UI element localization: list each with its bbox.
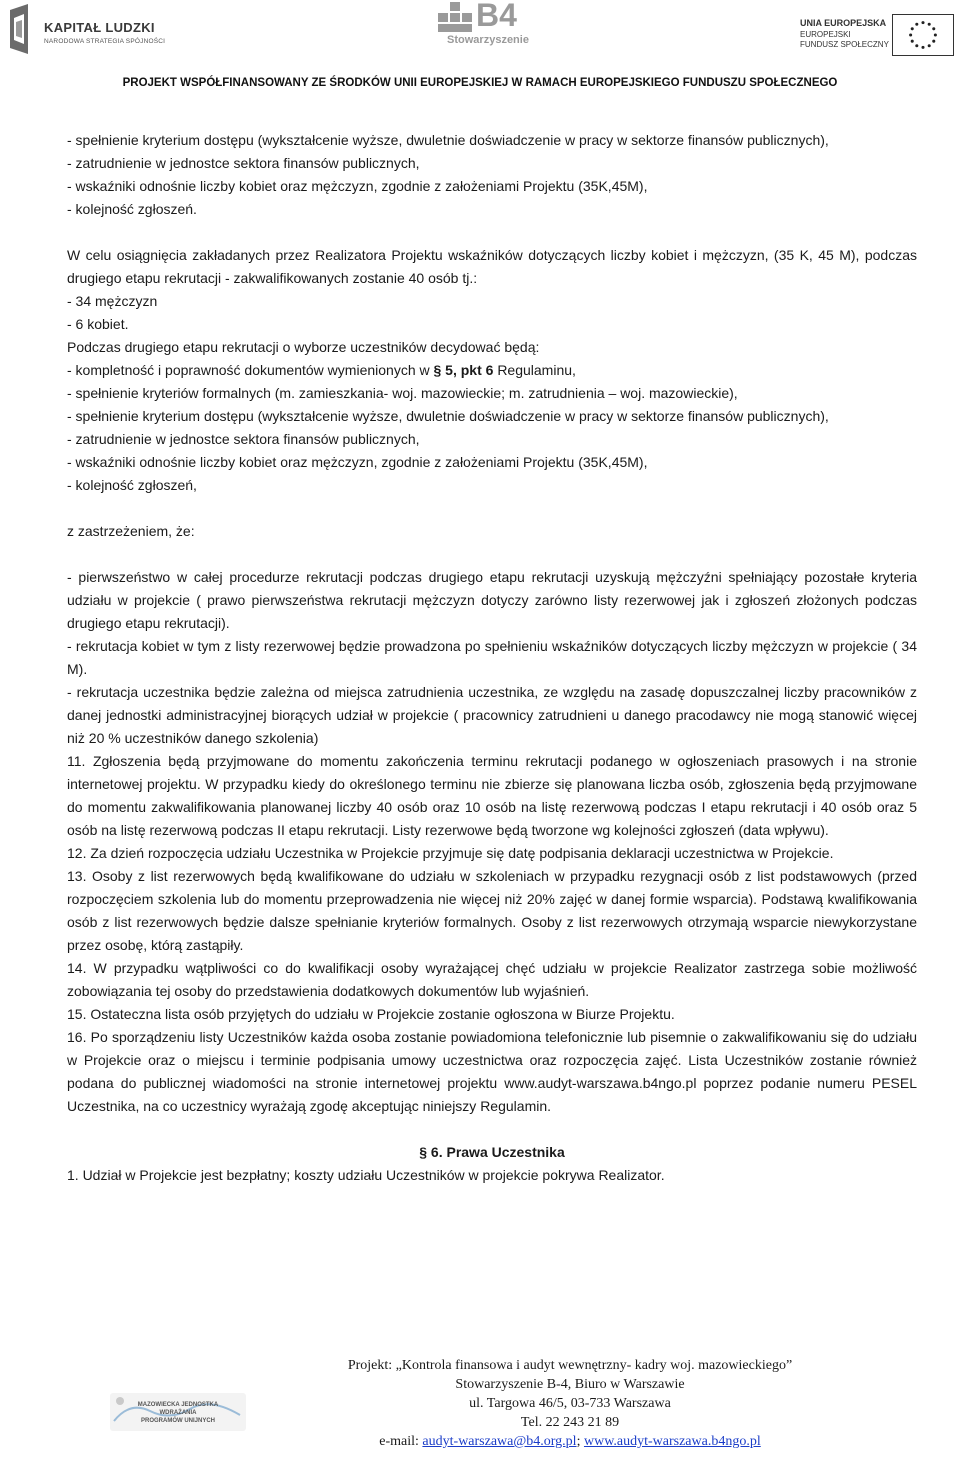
- reservation-item: - rekrutacja kobiet w tym z listy rezerwowej będzie prowadzona po spełnieniu wskaźników dotyczących liczby mężczyzn w projekcie ( 34 M).: [67, 638, 917, 677]
- criteria-item: - spełnienie kryteriów formalnych (m. zamieszkania- woj. mazowieckie; m. zatrudnienia – woj. mazowieckie),: [67, 385, 738, 401]
- kapital-ludzki-emblem-icon: [6, 4, 34, 54]
- numbered-item: 12. Za dzień rozpoczęcia udziału Uczestnika w Projekcie przyjmuje się datę podpisania deklaracji uczestnictwa w Projekcie.: [67, 845, 834, 861]
- criteria-item: - wskaźniki odnośnie liczby kobiet oraz mężczyzn, zgodnie z założeniami Projektu (35K,45M),: [67, 454, 648, 470]
- numbered-item: 16. Po sporządzeniu listy Uczestników każda osoba zostanie powiadomiona telefonicznie lub pisemnie o zakwalifikowaniu się do udziału w Projekcie oraz o miejscu i terminie podpisania umowy uczestnictwa oraz rozpoczęcia zajęć. Lista Uczestników zostanie również podana do publicznej wiadomości na stronie internetowej projektu www.audyt-warszawa.b4ngo.pl poprzez podanie numeru PESEL Uczestnika, na co uczestnicy wyrażają zgodę akceptując niniejszy Regulamin.: [67, 1029, 917, 1114]
- numbered-item: 13. Osoby z list rezerwowych będą kwalifikowane do udziału w szkoleniach w przypadku rezygnacji osób z list podstawowych (przed rozpoczęciem szkolenia lub do momentu przeprowadzenia nie więcej niż 20% zajęć w danej formie wsparcia). Podstawą kwalifikowania osób z list rezerwowych będzie dalsze spełnianie kryteriów formalnych. Osoby z list rezerwowych otrzymają wsparcie niewykorzystane przez osobę, którą zastąpiły.: [67, 868, 917, 953]
- paragraph-reference: § 5, pkt 6: [433, 362, 494, 378]
- reservation-heading: z zastrzeżeniem, że:: [67, 523, 195, 539]
- criteria-completeness: [67, 359, 917, 382]
- eu-flag-icon: [892, 14, 954, 56]
- footer-address: ul. Targowa 46/5, 03-733 Warszawa: [469, 1396, 671, 1411]
- footer-phone: Tel. 22 243 21 89: [520, 1415, 620, 1430]
- count-women: - 6 kobiet.: [67, 316, 129, 332]
- footer-project: Projekt: „Kontrola finansowa i audyt wewnętrzny- kadry woj. mazowieckiego”: [347, 1358, 793, 1373]
- mjwpu-line2: WDRAŻANIA: [159, 1410, 197, 1416]
- email-label: e-mail:: [379, 1434, 419, 1449]
- intro-paragraph: W celu osiągnięcia zakładanych przez Realizatora Projektu wskaźników dotyczących liczby kobiet i mężczyzn, (35 K, 45 M), podczas drugiego etapu rekrutacji - zakwalifikowanych zostanie 40 osób tj.:: [67, 247, 917, 286]
- eu-logo: [800, 14, 960, 58]
- eu-line2: EUROPEJSKI: [800, 30, 851, 39]
- numbered-item: 11. Zgłoszenia będą przyjmowane do momentu zakończenia terminu rekrutacji podanego w ogłoszeniach prasowych i na stronie internetowej projektu. W przypadku kiedy do określonego terminu nie zbierze się planowana liczba osób, zgłoszenia będą przyjmowane do momentu zakwalifikowania planowanej liczby 40 osób oraz 10 osób na listę rezerwową podczas I etapu rekrutacji i 40 osób oraz 5 osób na listę rezerwową podczas II etapu rekrutacji. Listy rezerwowe będą tworzone wg kolejności zgłoszeń (data wpływu).: [67, 753, 917, 838]
- b4-subtitle: Stowarzyszenie: [447, 34, 529, 46]
- mjwpu-line3: PROGRAMÓW UNIJNYCH: [140, 1418, 215, 1424]
- reservation-item: - pierwszeństwo w całej procedurze rekrutacji podczas drugiego etapu rekrutacji uzyskują mężczyźni spełniający pozostałe kryteria udziału w projekcie ( prawo pierwszeństwa rekrutacji mężczyzn dotyczy zarówno listy rezerwowej jak i zgłoszeń złożonych podczas drugiego etapu rekrutacji).: [67, 569, 917, 631]
- kapital-ludzki-title: KAPITAŁ LUDZKI: [44, 20, 155, 35]
- b4-logo: [436, 0, 540, 52]
- completeness-text: - kompletność i poprawność dokumentów wymienionych w: [67, 362, 430, 378]
- criteria-item: - spełnienie kryterium dostępu (wykształcenie wyższe, dwuletnie doświadczenie w pracy w sektorze finansów publicznych),: [67, 408, 829, 424]
- b4-title: B4: [476, 0, 517, 33]
- list-item: - zatrudnienie w jednostce sektora finansów publicznych,: [67, 155, 420, 171]
- criteria-item: - zatrudnienie w jednostce sektora finansów publicznych,: [67, 431, 420, 447]
- mjwpu-line1: MAZOWIECKA JEDNOSTKA: [137, 1402, 219, 1408]
- list-item: - wskaźniki odnośnie liczby kobiet oraz mężczyzn, zgodnie z założeniami Projektu (35K,45M),: [67, 178, 648, 194]
- section-heading: § 6. Prawa Uczestnika: [419, 1144, 565, 1160]
- document-body: [67, 129, 917, 1187]
- list-item: - spełnienie kryterium dostępu (wykształcenie wyższe, dwuletnie doświadczenie w pracy w sektorze finansów publicznych),: [67, 132, 829, 148]
- kapital-ludzki-subtitle: NARODOWA STRATEGIA SPÓJNOŚCI: [44, 38, 166, 45]
- footer-separator: ;: [576, 1434, 581, 1449]
- count-men: - 34 mężczyzn: [67, 293, 158, 309]
- mjwpu-logo: [110, 1391, 246, 1433]
- numbered-item: 15. Ostateczna lista osób przyjętych do udziału w Projekcie zostanie ogłoszona w Biurze Projektu.: [67, 1006, 675, 1022]
- b4-squares-icon: [438, 2, 472, 32]
- eu-line1: UNIA EUROPEJSKA: [800, 18, 887, 28]
- eu-line3: FUNDUSZ SPOŁECZNY: [800, 40, 889, 49]
- second-stage-heading: Podczas drugiego etapu rekrutacji o wyborze uczestników decydować będą:: [67, 339, 540, 355]
- page-header: [0, 0, 960, 100]
- footer-org: Stowarzyszenie B-4, Biuro w Warszawie: [455, 1377, 685, 1392]
- email-link[interactable]: audyt-warszawa@b4.org.pl: [422, 1434, 577, 1449]
- list-item: - kolejność zgłoszeń.: [67, 201, 197, 217]
- criteria-item: - kolejność zgłoszeń,: [67, 477, 197, 493]
- reservation-item: - rekrutacja uczestnika będzie zależna od miejsca zatrudnienia uczestnika, ze względu na zasadę dopuszczalnej liczby pracowników z danej jednostki administracyjnej biorących udział w projekcie ( pracownicy zatrudnieni u danego pracodawcy nie mogą stanowić więcej niż 20 % uczestników danego szkolenia): [67, 684, 917, 746]
- page-footer: [300, 1356, 840, 1451]
- section-point: 1. Udział w Projekcie jest bezpłatny; koszty udziału Uczestników w projekcie pokrywa Realizator.: [67, 1167, 665, 1183]
- numbered-item: 14. W przypadku wątpliwości co do kwalifikacji osoby wyrażającej chęć udziału w projekcie Realizator zastrzega sobie możliwość zobowiązania tej osoby do przedstawienia dodatkowych dokumentów lub wyjaśnień.: [67, 960, 917, 999]
- completeness-suffix: Regulaminu,: [497, 362, 576, 378]
- kapital-ludzki-logo: [6, 4, 176, 56]
- cofinancing-caption: PROJEKT WSPÓŁFINANSOWANY ZE ŚRODKÓW UNII EUROPEJSKIEJ W RAMACH EUROPEJSKIEGO FUNDUSZU SPOŁECZNEGO: [122, 77, 838, 89]
- footer-contact: [300, 1432, 840, 1451]
- website-link[interactable]: www.audyt-warszawa.b4ngo.pl: [583, 1434, 761, 1449]
